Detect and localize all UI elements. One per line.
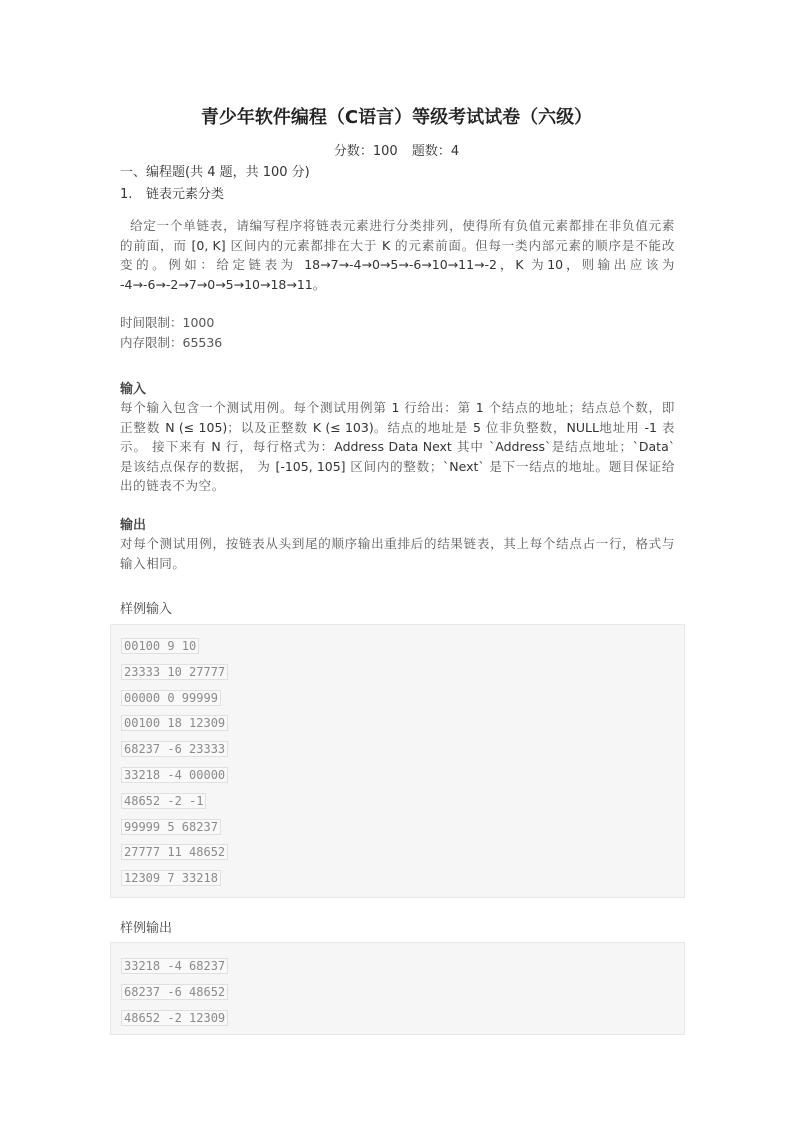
input-text: 。结点的地址是 [373, 419, 474, 435]
code-line-text: 33218 -4 68237 [121, 958, 228, 974]
input-text: 下一结点的地址。题目保证给出的链表不为空。 [120, 458, 675, 494]
input-text: [-105, 105] [275, 458, 346, 474]
input-text: 是 [484, 458, 503, 474]
limits [120, 313, 222, 353]
desc-text: 给定一个单链表，请编写程序将链表元素进行分类排列，使得所有负值元素都排在非 [130, 218, 623, 233]
input-text: N [211, 439, 221, 455]
code-line-text: 99999 5 68237 [121, 819, 221, 835]
code-line-text: 33218 -4 00000 [121, 767, 228, 783]
problem-description [120, 216, 675, 294]
code-line-text: 23333 10 27777 [121, 664, 228, 680]
input-text: 地址用 [598, 419, 645, 435]
desc-example-list: 18→7→-4→0→5→-6→10→11→-2，K [304, 257, 524, 273]
code-line-text: 00000 0 99999 [121, 690, 221, 706]
input-text: ；以及正整数 [227, 419, 313, 435]
desc-example-output: -4→-6→-2→7→0→5→10→18→11。 [120, 276, 326, 292]
code-line-text: 12309 7 33218 [121, 870, 221, 886]
output-description [120, 534, 675, 573]
desc-k-value: 10， [547, 257, 582, 273]
desc-text: 为 [523, 257, 548, 273]
input-heading: 输入 [120, 382, 147, 397]
score-label: 分数：100 [333, 144, 398, 159]
input-text: 5 [473, 419, 481, 435]
code-line [121, 981, 228, 998]
input-text: 1 [475, 400, 484, 415]
question-title: 链表元素分类 [146, 187, 225, 202]
code-line [121, 687, 221, 704]
code-line [121, 738, 228, 755]
page-title: 青少年软件编程（C语言）等级考试试卷（六级） [200, 107, 593, 128]
input-text: N (≤ 105) [165, 419, 228, 435]
section-heading: 一、编程题(共 4 题，共 100 分) [120, 165, 310, 180]
input-text: 个数，即正整数 [120, 400, 675, 435]
input-text: -1 [644, 419, 657, 435]
memory-limit: 内存限制：65536 [120, 335, 223, 350]
desc-text: 的元素前面。但每一类内部元 [390, 237, 569, 253]
input-text: `Data` [632, 439, 675, 455]
input-text: 每个输入包含一个测试用例。每个测试用例第 [120, 400, 392, 415]
input-text: 是该结点保存的数据， 为 [120, 458, 276, 474]
question-heading [120, 183, 224, 202]
sample-input-heading: 样例输入 [120, 602, 173, 617]
desc-range: [0, K] [191, 237, 226, 253]
input-text: K (≤ 103) [312, 419, 374, 435]
input-text: Address Data Next [334, 439, 452, 455]
code-line [121, 955, 228, 972]
exam-meta [0, 140, 793, 159]
desc-k: K [382, 237, 391, 253]
code-line [121, 712, 228, 729]
code-line-text: 00100 18 12309 [121, 715, 228, 731]
output-text: 对每个测试用例，按链表从头到尾的顺序输出重排后的结果链表，其上每个结点占一行， [120, 536, 636, 551]
input-text: 是结点地址； [551, 439, 633, 455]
question-count-label: 题数：4 [411, 144, 460, 159]
desc-text: 则输出应该为 [581, 257, 675, 273]
input-text: 其中 [451, 439, 490, 455]
code-line [121, 867, 221, 884]
sample-output-heading: 样例输出 [120, 921, 173, 936]
input-text: `Address` [489, 439, 552, 455]
code-line-text: 48652 -2 12309 [121, 1010, 228, 1026]
code-line [121, 661, 228, 678]
desc-text: 负值元素的前面，而 [120, 218, 676, 253]
output-heading: 输出 [120, 518, 147, 533]
question-number: 1. [120, 187, 133, 202]
code-line [121, 764, 228, 781]
code-line [121, 841, 228, 858]
code-line-text: 00100 9 10 [121, 638, 199, 654]
input-text: 1 [391, 400, 400, 415]
code-line-text: 68237 -6 48652 [121, 984, 228, 1000]
input-text: 区间内的整数； [345, 458, 444, 474]
input-text: 个结点的地址；结点总 [483, 400, 622, 415]
code-line-text: 48652 -2 -1 [121, 793, 206, 809]
sample-input-box [110, 624, 685, 898]
code-line [121, 1007, 228, 1024]
input-text: 行给出：第 [399, 400, 476, 415]
input-text: `Next` [443, 458, 485, 474]
time-limit: 时间限制：1000 [120, 315, 215, 330]
desc-text: 素的顺序是不能改变的。例如：给定链表为 [120, 237, 675, 273]
input-text: 表示。 接下来有 [120, 419, 675, 455]
input-description [120, 398, 675, 496]
input-text: 行，每行格式为： [220, 439, 335, 455]
sample-output-box [110, 942, 685, 1035]
code-line-text: 68237 -6 23333 [121, 741, 228, 757]
output-text: 格式与输入相同。 [120, 536, 675, 571]
code-line-text: 27777 11 48652 [121, 844, 228, 860]
code-line [121, 790, 206, 807]
desc-text: 区间内的元素都排在大于 [225, 237, 383, 253]
input-text: NULL [566, 419, 599, 435]
input-text: 位非负整数， [480, 419, 567, 435]
code-line [121, 635, 199, 652]
code-line [121, 816, 221, 833]
